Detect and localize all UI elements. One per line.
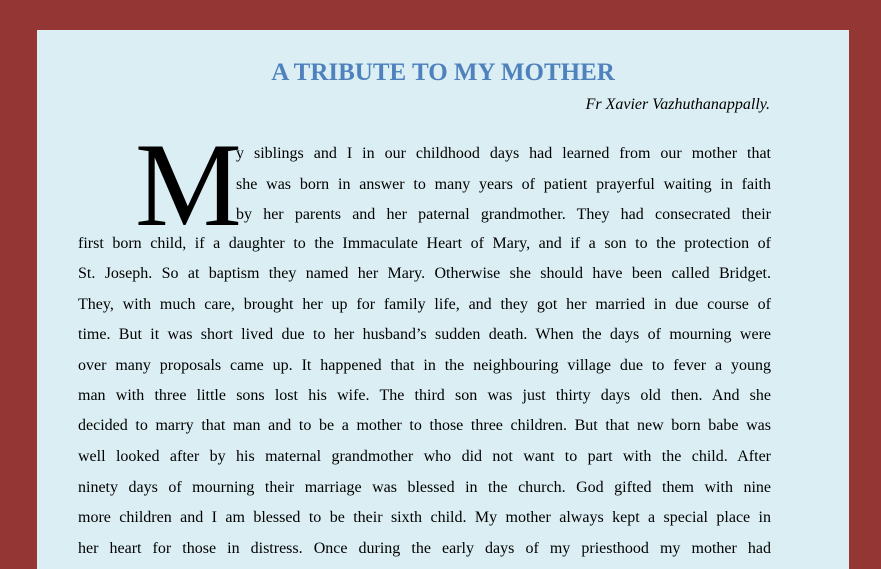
paragraph-line: well looked after by his maternal grandmother who did not want to part with the child. After [78, 448, 771, 465]
paragraph-line: first born child, if a daughter to the Immaculate Heart of Mary, and if a son to the protection of [78, 235, 771, 252]
paragraph-line: St. Joseph. So at baptism they named her Mary. Otherwise she should have been called Bridget. [78, 265, 771, 282]
paragraph-line: more children and I am blessed to be their sixth child. My mother always kept a special place in [78, 509, 771, 526]
paragraph-line: man with three little sons lost his wife. The third son was just thirty days old then. And she [78, 387, 771, 404]
paragraph-line: y siblings and I in our childhood days had learned from our mother that [236, 145, 771, 162]
document-title: A TRIBUTE TO MY MOTHER [271, 59, 615, 86]
paragraph-line: ninety days of mourning their marriage was blessed in the church. God gifted them with nine [78, 479, 771, 496]
paragraph-line: They, with much care, brought her up for family life, and they got her married in due course of [78, 296, 771, 313]
paragraph-line: her heart for those in distress. Once during the early days of my priesthood my mother had [78, 540, 771, 557]
paragraph-line: over many proposals came up. It happened that in the neighbouring village due to fever a young [78, 357, 771, 374]
paragraph-line: by her parents and her paternal grandmother. They had consecrated their [236, 206, 771, 223]
drop-cap: M [135, 118, 242, 251]
paragraph-line: she was born in answer to many years of patient prayerful waiting in faith [236, 176, 771, 193]
paragraph-line: decided to marry that man and to be a mother to those three children. But that new born babe was [78, 417, 771, 434]
paragraph-line: time. But it was short lived due to her husband’s sudden death. When the days of mourning were [78, 326, 771, 343]
document-page [37, 30, 849, 569]
author-byline: Fr Xavier Vazhuthanappally. [585, 96, 770, 113]
